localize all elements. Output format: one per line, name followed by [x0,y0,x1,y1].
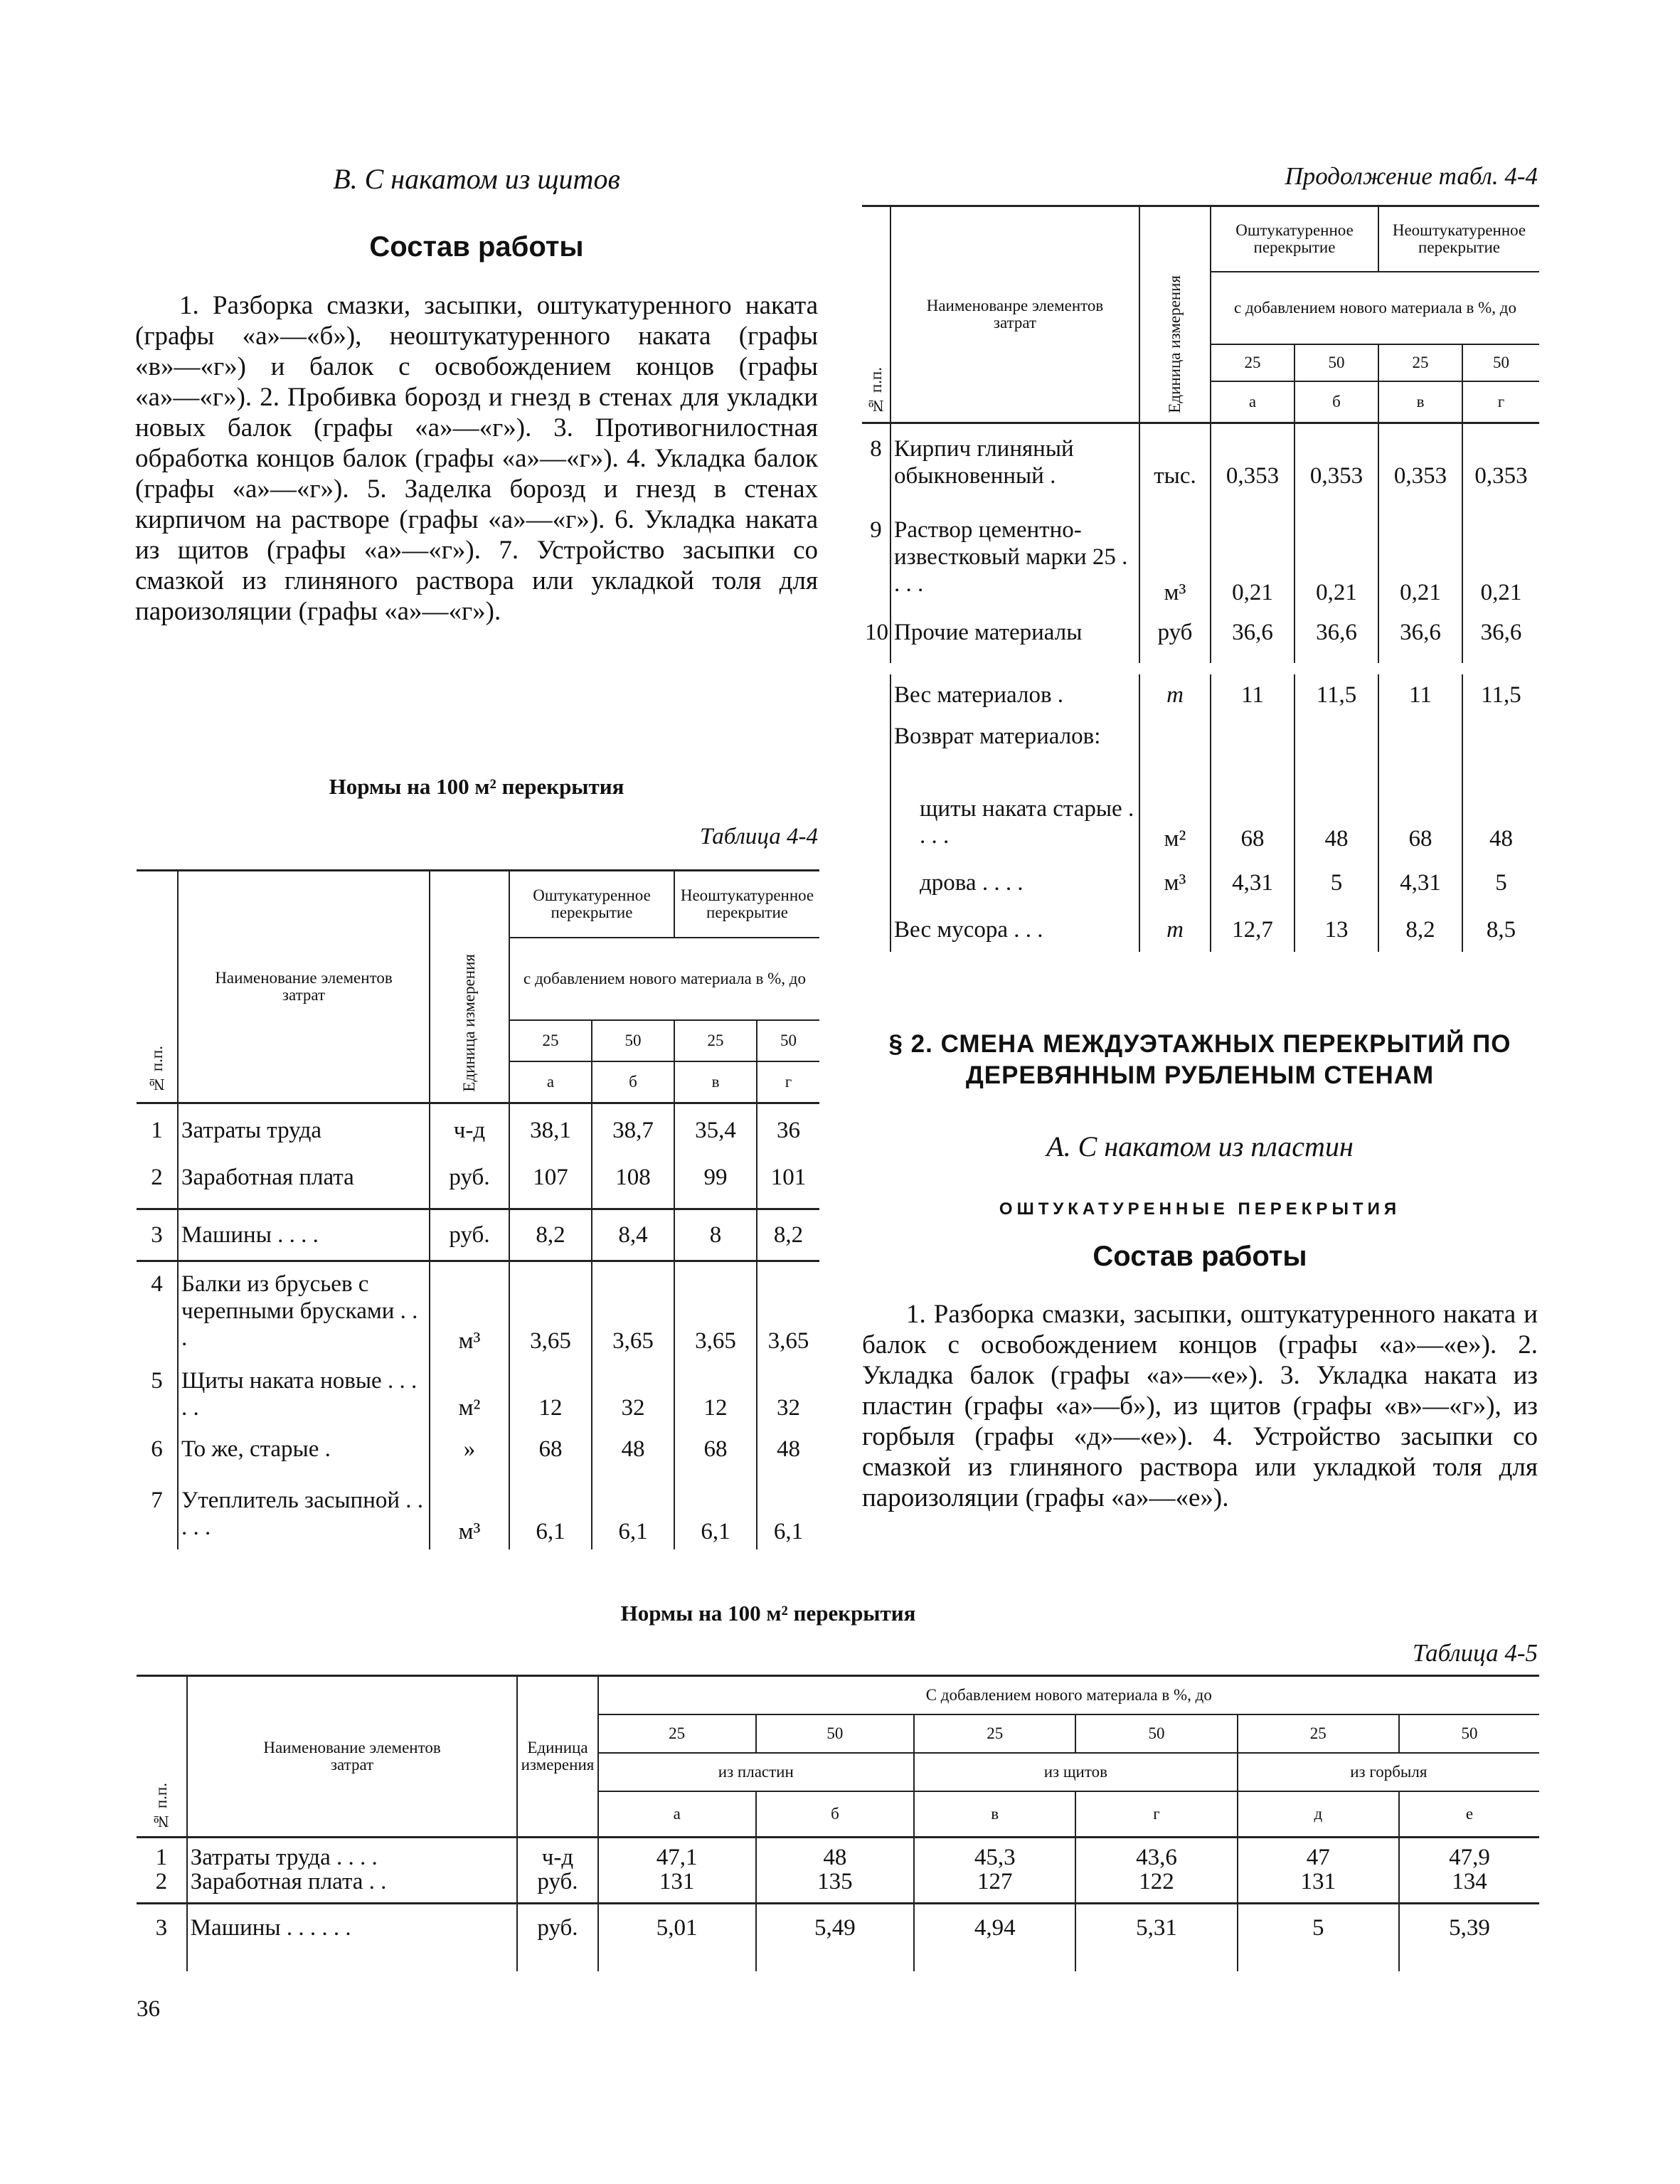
col-header-name: Наименование элементов затрат [178,871,430,1103]
pct-header: 25 [598,1714,756,1753]
col-letter: д [1238,1791,1399,1838]
col-header-added-material: с добавлением нового материала в %, до [1211,272,1539,344]
pct-header: 25 [1211,344,1294,381]
col-header-no: № п.п. [862,206,890,423]
table-row: 5 Щиты наката новые . . . . . м² 12 32 12 32 [137,1355,819,1421]
pct-header: 25 [674,1020,757,1061]
table-row: 1 Затраты труда . . . . ч-д 47,1 48 45,3 43,6 47 47,9 [137,1838,1539,1870]
table-row: 10 Прочие материалы руб 36,6 36,6 36,6 36,6 [862,609,1539,669]
pct-header: 50 [780,1032,797,1049]
table-label-45: Таблица 4-5 [1412,1639,1538,1667]
table-row: щиты наката старые . . . . м² 68 48 68 48 [862,790,1539,858]
group-header: из пластин [598,1753,915,1791]
table-row: 1 Затраты труда ч-д 38,1 38,7 35,4 36 [137,1103,819,1153]
table-row: 7 Утеплитель засыпной . . . . . м³ 6,1 6,1 6,1 6,1 [137,1473,819,1549]
group-header: из щитов [914,1753,1238,1791]
table-row: 2 Заработная плата . . руб. 131 135 127 122 131 134 [137,1870,1539,1904]
pct-header: 50 [1294,344,1378,381]
table-row: 2 Заработная плата руб. 107 108 99 101 [137,1152,819,1209]
col-header-added-material: с добавлением нового материала в %, до [509,938,819,1020]
col-letter: в [914,1791,1075,1838]
table-4-5 [137,1675,1539,1971]
table-4-4-continuation [862,205,1539,952]
group-header: из горбыля [1350,1763,1428,1781]
section-title-v: В. С накатом из щитов [333,163,620,195]
col-header-unplastered: Неоштукатуренное перекрытие [1378,206,1539,272]
section-heading-2: § 2. СМЕНА МЕЖДУЭТАЖНЫХ ПЕРЕКРЫТИЙ ПО ДЕРЕВЯННЫМ РУБЛЕНЫМ СТЕНАМ [888,1030,1511,1089]
col-header-unit: Единица измерения [1139,206,1211,423]
col-header-plastered: Оштукатуренное перекрытие [1211,206,1378,272]
table-row: 9 Раствор цементно-известковый марки 25 . . . . м³ 0,21 0,21 0,21 0,21 [862,512,1539,609]
table-row: Вес мусора . . . т 12,7 13 8,2 8,5 [862,908,1539,952]
table-continuation-label: Продолжение табл. 4-4 [1285,162,1538,190]
col-letter: г [1075,1791,1237,1838]
page-number: 36 [137,1996,160,2022]
pct-header: 25 [914,1714,1075,1753]
table-row: дрова . . . . м³ 4,31 5 4,31 5 [862,858,1539,908]
col-header-name: Наименование элементов затрат [187,1676,518,1838]
pct-header: 50 [756,1714,914,1753]
col-header-name: Наименованре элементов затрат [890,206,1139,423]
pct-header: 25 [1378,344,1462,381]
table-row: Вес материалов . т 11 11,5 11 11,5 [862,669,1539,719]
col-letter: а [598,1791,756,1838]
work-composition-heading: Состав работы [369,231,584,263]
table-row: 4 Балки из брусьев с черепными брусками . . . м³ 3,65 3,65 3,65 3,65 [137,1261,819,1355]
pct-header: 50 [1461,1724,1478,1742]
col-letter: а [1211,381,1294,423]
subsection-a: А. С накатом из пластин [1046,1130,1354,1162]
pct-header: 50 [592,1020,674,1061]
col-letter: б [592,1061,674,1103]
table-row: 6 То же, старые . » 68 48 68 48 [137,1421,819,1473]
col-header-no: № п.п. [137,1676,187,1838]
norms-caption-44: Нормы на 100 м² перекрытия [329,774,624,799]
col-header-added-material: С добавлением нового материала в %, до [598,1676,1539,1715]
col-letter: а [509,1061,592,1103]
col-letter: б [756,1791,914,1838]
table-row: 3 Машины . . . . . . руб. 5,01 5,49 4,94 5,31 5 5,39 [137,1904,1539,1972]
table-4-4 [137,869,819,1549]
col-header-unit: Единица измерения [517,1676,597,1838]
work-composition-text: 1. Разборка смазки, засыпки, оштукатуренного наката (графы «а»—«б»), неоштукатуренного наката (графы «в»—«г») и балок с освобождением концов (графы «а»—«г»). 2. Пробивка борозд и гнезд в стенах для укладки новых балок (графы «а»—«г»). 3. Противогнилостная обработка концов балок (графы «а»—«г»). 4. Укладка балок (графы «а»—«г»). 5. Заделка борозд и гнезд в стенах кирпичом на растворе (графы «а»—«г»). 6. Укладка наката из щитов (графы «а»—«г»). 7. Устройство засыпки со смазкой из глиняного раствора или укладкой толя для пароизоляции (графы «а»—«г»). [135,291,818,626]
pct-header: 50 [1493,354,1509,371]
table-row: 3 Машины . . . . руб. 8,2 8,4 8 8,2 [137,1209,819,1261]
col-header-unit: Единица измерения [430,871,509,1103]
work-composition-text-2: 1. Разборка смазки, засыпки, оштукатуренного наката и балок с освобождением концов (графы «а»—«е»). 2. Укладка балок (графы «а»—«е»). 3. Укладка наката из пластин (графы «а»—б»), из щитов (графы «в»—«г»), из горбыля (графы «д»—«е»). 4. Устройство засыпки со смазкой из глиняного раствора или укладкой толя для пароизоляции (графы «а»—«е»). [862,1300,1538,1512]
col-letter: г [1497,393,1505,410]
col-header-unplastered: Неоштукатуренное перекрытие [674,871,819,938]
pct-header: 50 [1075,1714,1237,1753]
table-label-44: Таблица 4-4 [700,824,818,849]
table-row: 8 Кирпич глиняный обыкновенный . тыс. 0,353 0,353 0,353 0,353 [862,423,1539,513]
col-letter: в [1378,381,1462,423]
col-letter: г [785,1073,792,1091]
subtitle-plastered-floors: ОШТУКАТУРЕННЫЕ ПЕРЕКРЫТИЯ [999,1199,1401,1219]
pct-header: 25 [509,1020,592,1061]
col-header-no: № п.п. [137,871,178,1103]
work-composition-heading-2: Состав работы [1092,1241,1307,1272]
col-letter: в [674,1061,757,1103]
col-letter: б [1294,381,1378,423]
pct-header: 25 [1238,1714,1399,1753]
table-row: Возврат материалов: [862,719,1539,790]
norms-caption-45: Нормы на 100 м² перекрытия [620,1601,916,1626]
col-header-plastered: Оштукатуренное перекрытие [509,871,674,938]
col-letter: е [1465,1805,1474,1823]
